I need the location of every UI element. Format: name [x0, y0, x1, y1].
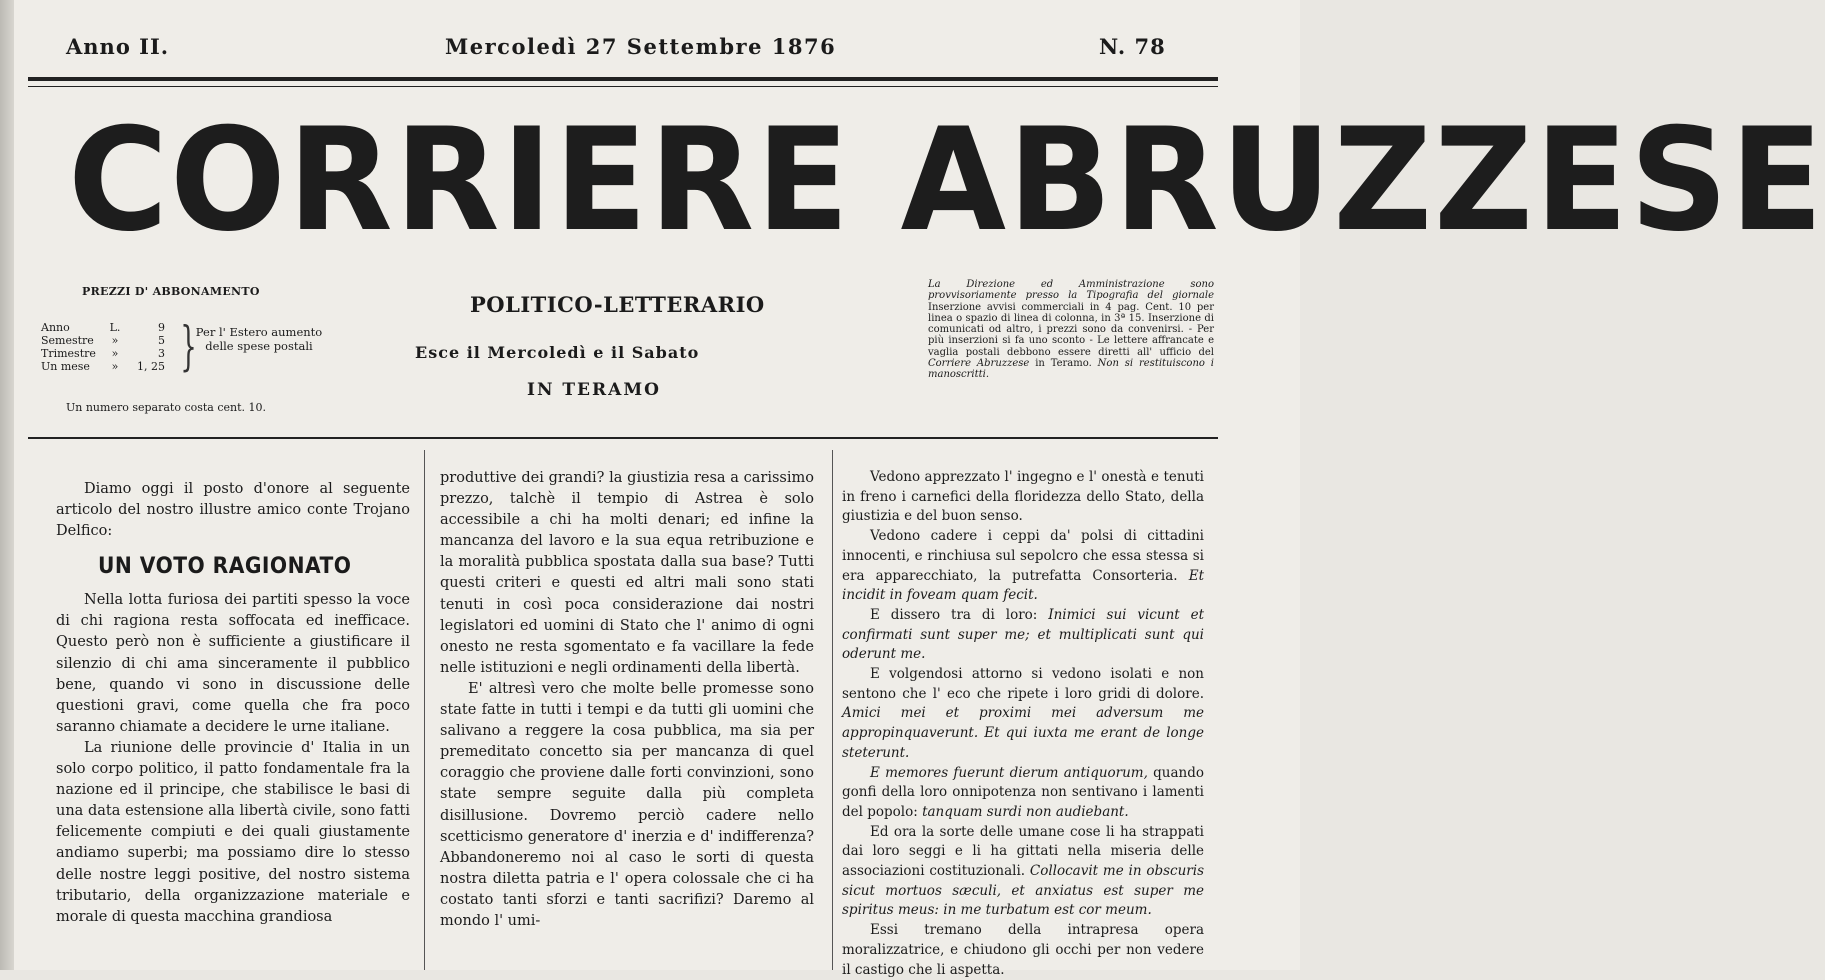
latin-quote: Inimici sui vicunt et confirmati sunt super me; et multiplicati sunt qui oderunt me.	[842, 606, 1205, 663]
article-paragraph: E' altresì vero che molte belle promesse sono state fatte in tutti i tempi e da tutti gli uomini che salivano a reggere la cosa pubblica, ma sia per premeditato concetto sia per mancanza di quel coraggio che proviene dalle forti convinzioni, sono state sempre seguite dalla più completa disillusione. Dovremo perciò cadere nello scetticismo generatore d' inerzia e d' indifferenza? Abbandoneremo noi al caso le sorti di questa nostra diletta patria e l' opera colossale che ci ha costato tanti sforzi e tanti sacrifizi? Daremo al mondo l' umi-	[440, 680, 814, 929]
top-rule-thick	[28, 77, 1218, 81]
issue-year: Anno II.	[66, 34, 170, 59]
prices-heading: PREZZI D' ABBONAMENTO	[82, 285, 260, 298]
advertising-terms-end: in Teramo.	[1035, 358, 1092, 370]
price-row: Trimestre » 3	[41, 347, 165, 360]
publication-city: IN TERAMO	[527, 380, 661, 400]
issue-date: Mercoledì 27 Settembre 1876	[445, 34, 837, 59]
article-column-2	[440, 468, 814, 932]
manuscripts-note: Non si restituiscono i manoscritti.	[928, 358, 1214, 381]
article-headline: UN VOTO RAGIONATO	[98, 554, 352, 580]
price-row: Un mese » 1, 25	[41, 360, 165, 373]
latin-quote: Et incidit in foveam quam fecit.	[842, 567, 1204, 604]
article-paragraph: Nella lotta furiosa dei partiti spesso la voce di chi ragiona resta soffocata ed inefficace. Questo però non è sufficiente a giustificare il silenzio di chi ama sinceramente il pubblico bene, quando vi sono in discussione delle questioni gravi, come quella che fra poco saranno chiamate a decidere le urne italiane.	[56, 592, 410, 735]
foreign-price-note: Per l' Estero aumento delle spese postali	[195, 325, 323, 353]
article-paragraph: E volgendosi attorno si vedono isolati e non sentono che l' eco che ripete i loro gridi di dolore. Amici mei et proximi mei adversum me appropinquaverunt. Et qui iuxta me erant de longe steterunt.	[842, 666, 1204, 761]
article-paragraph: Vedono cadere i ceppi da' polsi di cittadini innocenti, e rinchiusa sul sepolcro che essa stessa si era apparecchiato, la putrefatta Consorteria. Et incidit in foveam quam fecit.	[842, 528, 1204, 604]
article-paragraph: produttive dei grandi? la giustizia resa a carissimo prezzo, talchè il tempio di Astrea è solo accessibile a chi ha molti denari; ed infine la mancanza del lavoro e la sua equa retribuzione e la moralità pubblica spostata dalla sua base? Tutti questi criteri e questi ed altri mali sono stati tenuti in così poca considerazione dai nostri legislatori ed uomini di Stato che l' animo di ogni onesto ne resta sgomentato e fa vacillare la fede nelle istituzioni e negli ordinamenti della libertà.	[440, 470, 814, 676]
column-divider	[832, 450, 833, 970]
single-issue-price: Un numero separato costa cent. 10.	[66, 401, 267, 414]
article-column-3	[842, 468, 1204, 980]
article-column-1	[56, 479, 410, 928]
issue-number: N. 78	[1099, 34, 1166, 59]
masthead-title: CORRIERE ABRUZZESE	[68, 98, 1825, 263]
latin-quote: Collocavit me in obscuris sicut mortuos sæculi, et anxiatus est super me spiritus meus: in me turbatum est cor meum.	[842, 863, 1205, 919]
article-paragraph: Ed ora la sorte delle umane cose li ha strappati dai loro seggi e li ha gittati nella miseria delle associazioni costituzionali. Collocavit me in obscuris sicut mortuos sæculi, et anxiatus est super me spiritus meus: in me turbatum est cor meum.	[842, 823, 1205, 919]
latin-quote: tanquam surdi non audiebant.	[922, 803, 1129, 820]
brace-icon: }	[180, 317, 197, 377]
column-divider	[424, 450, 425, 970]
paper-kind: POLITICO-LETTERARIO	[470, 292, 765, 317]
header-bottom-rule	[28, 437, 1218, 439]
book-spine	[0, 0, 15, 970]
article-paragraph: La riunione delle provincie d' Italia in un solo corpo politico, il patto fondamentale fra la nazione ed il principe, che stabilisce le basi di una data estensione alla libertà civile, sono fatti felicemente compiuti e dei quali giustamente andiamo superbi; ma possiamo dire lo stesso delle nostre leggi positive, del nostro sistema tributario, della organizzazione materiale e morale di questa macchina grandiosa	[56, 739, 410, 925]
publication-frequency: Esce il Mercoledì e il Sabato	[415, 343, 700, 362]
article-paragraph: E memores fuerunt dierum antiquorum, quando gonfi della loro onnipotenza non sentivano i lamenti del popolo: tanquam surdi non audiebant.	[842, 764, 1204, 820]
advertising-terms: Inserzione avvisi commerciali in 4 pag. Cent. 10 per linea o spazio di linea di colonna, in 3ª 15. Inserzione di comunicati od altro, i prezzi sono da convenirsi. - Per più inserzioni si fa uno sconto - Le lettere affrancate e vaglia postali debbono essere diretti all' ufficio del	[928, 301, 1214, 358]
article-intro: Diamo oggi il posto d'onore al seguente articolo del nostro illustre amico conte Trojano Delfico:	[56, 481, 410, 540]
administration-notice	[928, 279, 1214, 381]
latin-quote: Amici mei et proximi mei adversum me appropinquaverunt. Et qui iuxta me erant de longe steterunt.	[842, 705, 1204, 761]
paper-name-inline: Corriere Abruzzese	[928, 358, 1030, 370]
direction-note: La Direzione ed Amministrazione sono provvisoriamente presso la Tipografia del giornale	[928, 279, 1214, 302]
prices-table	[41, 321, 165, 373]
article-paragraph: E dissero tra di loro: Inimici sui vicunt et confirmati sunt super me; et multiplicati sunt qui oderunt me.	[842, 606, 1205, 663]
article-paragraph: Essi tremano della intrapresa opera moralizzatrice, e chiudono gli occhi per non vedere il castigo che li aspetta.	[842, 922, 1204, 978]
latin-quote: E memores fuerunt dierum antiquorum,	[870, 764, 1148, 781]
price-row: Semestre » 5	[41, 334, 165, 347]
price-row: Anno L. 9	[41, 321, 165, 334]
article-paragraph: Vedono apprezzato l' ingegno e l' onestà e tenuti in freno i carnefici della floridezza dello Stato, della giustizia e del buon senso.	[842, 469, 1204, 525]
